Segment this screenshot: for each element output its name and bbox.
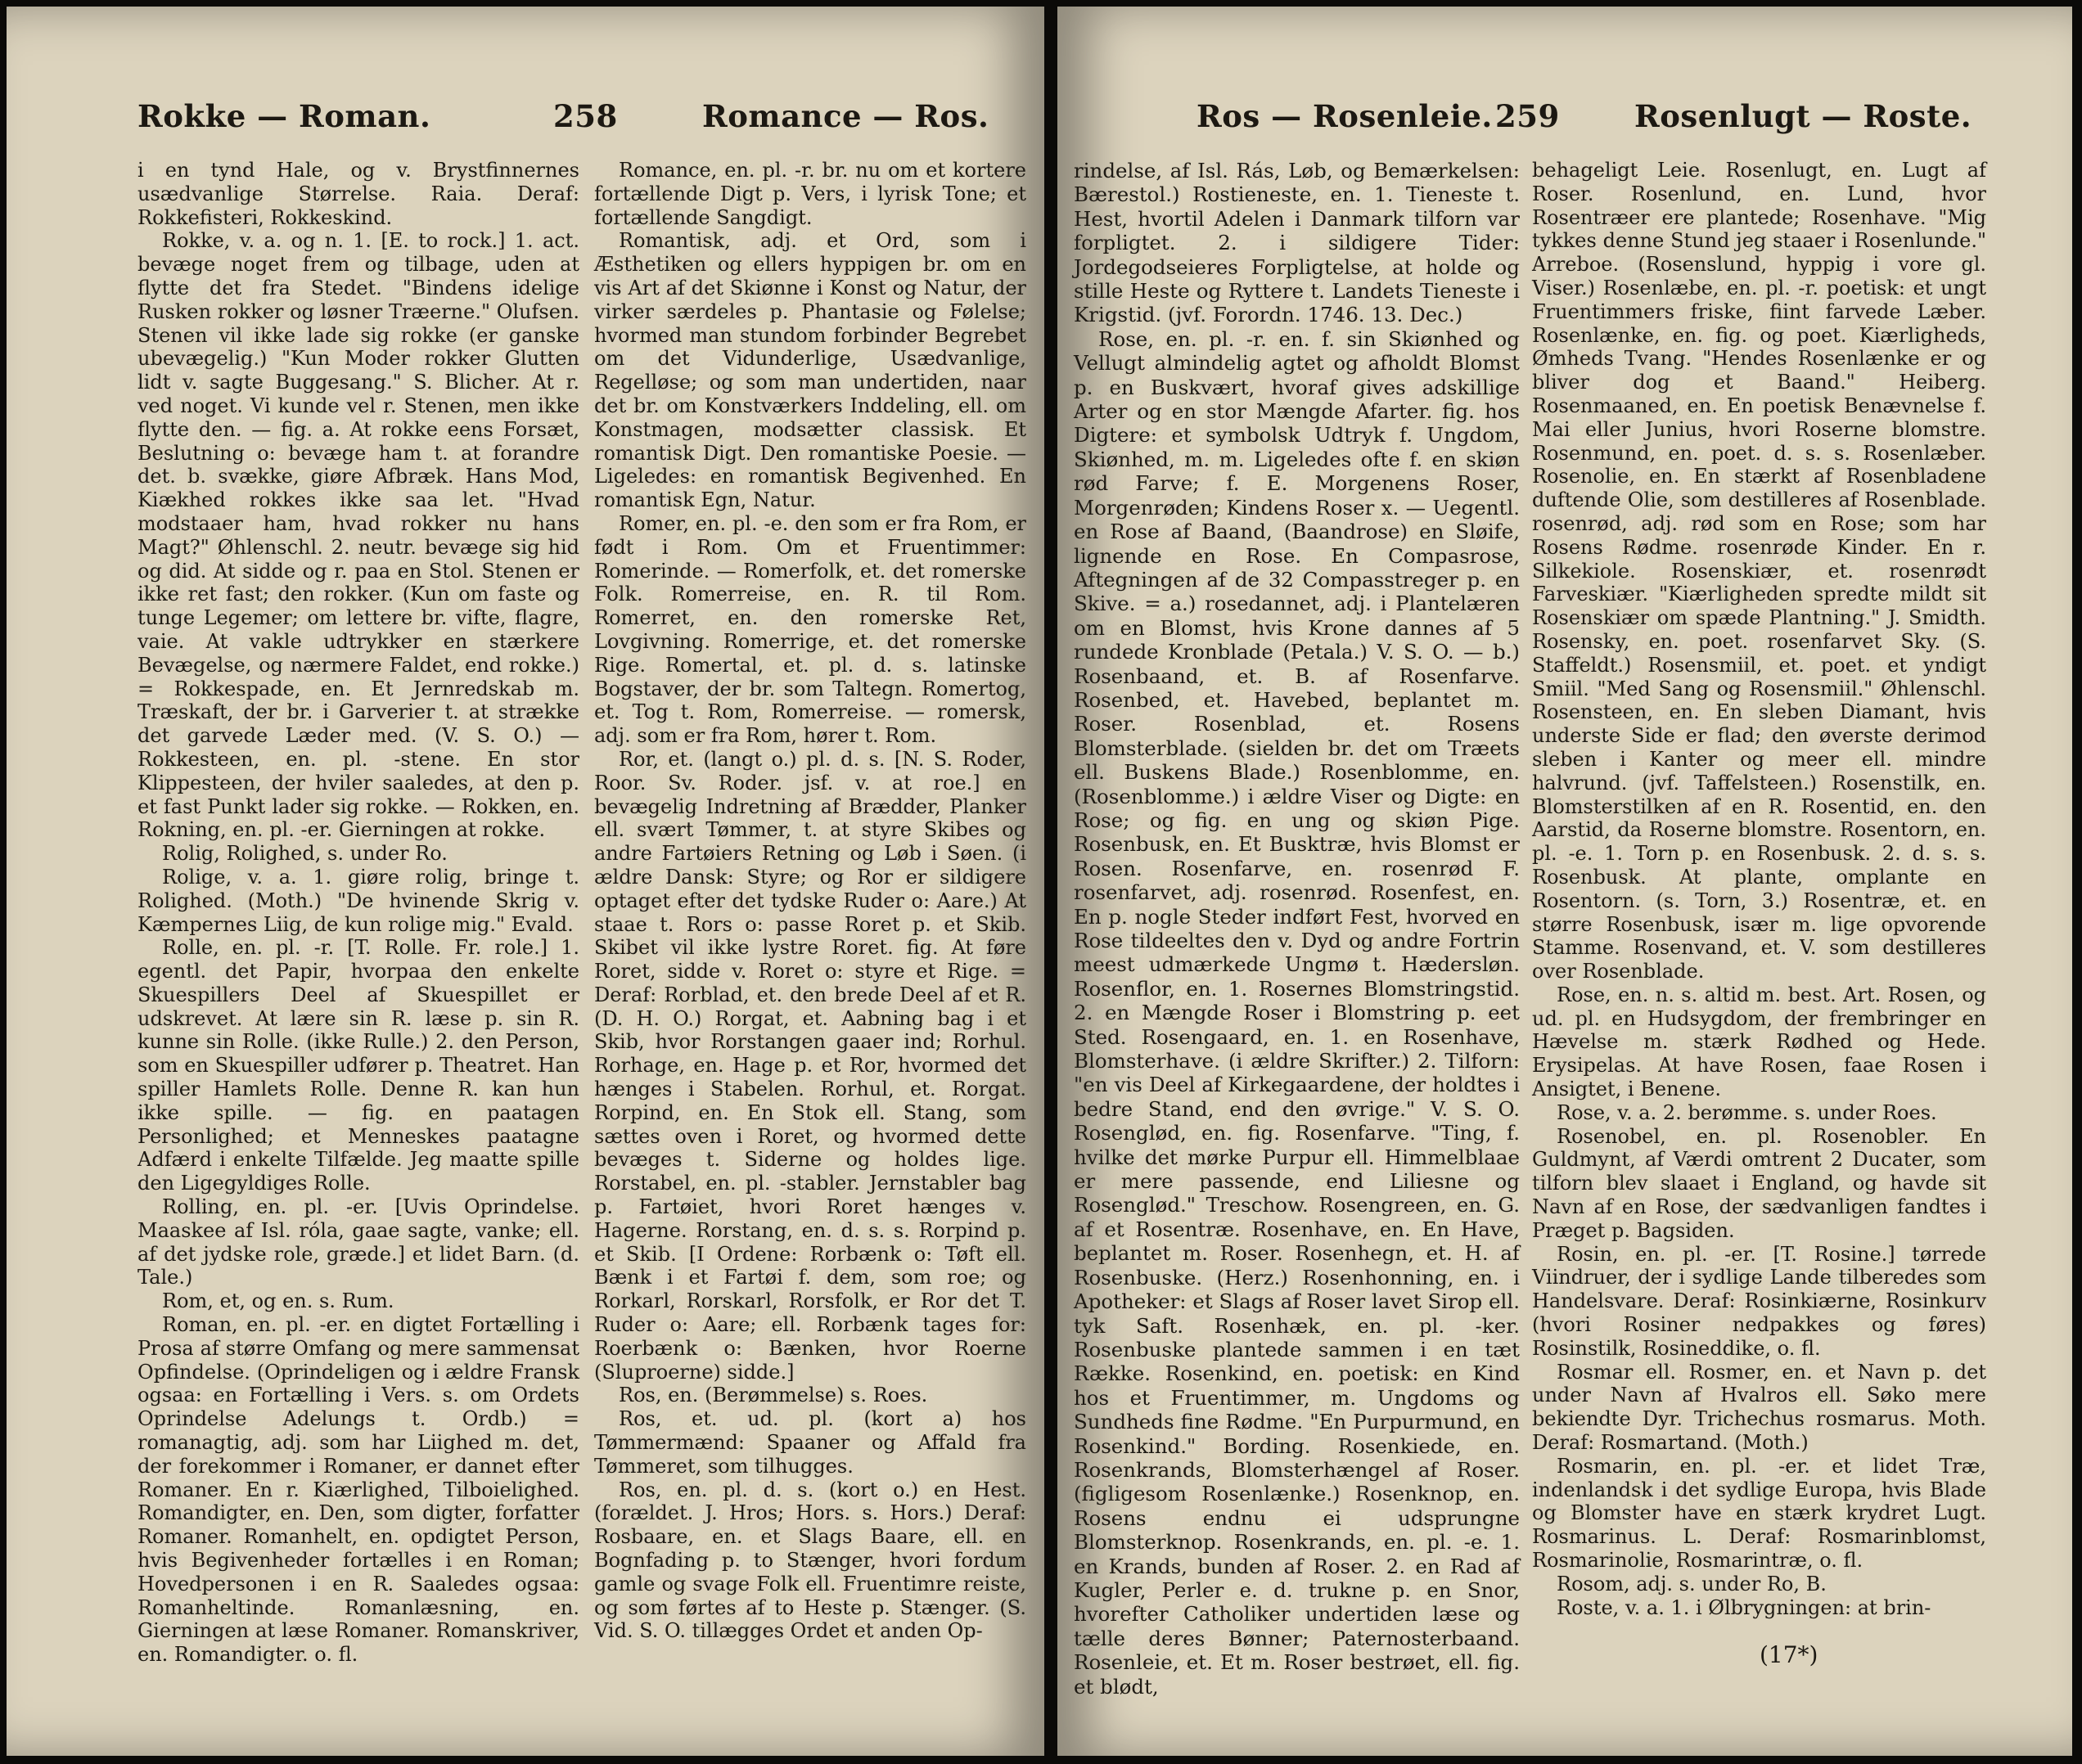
dictionary-entry: behageligt Leie. Rosenlugt, en. Lugt af Roser. Rosenlund, en. Lund, hvor Rosentræer ere plantede; Rosenhave. "Mig tykkes denne Stund jeg staaer i Rosenlunde." Arreboe. (Rosenslund, hyppig i vore gl. Viser.) Rosenlæbe, en. pl. -r. poetisk: et ungt Fruentimmers friske, fiint farvede Læber. Rosenlænke, en. fig. og poet. Kiærligheds, Ømheds Tvang. "Hendes Rosenlænke er og bliver dog et Baand." Heiberg. Rosenmaaned, en. En poetisk Benævnelse f. Mai eller Junius, hvori Roserne blomstre. Rosenmund, en. poet. d. s. s. Rosenlæber. Rosenolie, en. En stærkt af Rosenbladene duftende Olie, som destilleres af Rosenblade. rosenrød, adj. rød som en Rose; som har Rosens Rødme. rosenrøde Kinder. En r. Silkekiole. Rosenskiær, et. rosenrødt Farveskiær. "Kiærligheden spredte mildt sit Rosenskiær om spæde Plantning." J. Smidth. Rosensky, en. poet. rosenfarvet Sky. (S. Staffeldt.) Rosensmiil, et. poet. et yndigt Smiil. "Med Sang og Rosensmiil." Øhlenschl. Rosensteen, en. En sleben Diamant, hvis underste Side er flad; den øverste derimod sleben i Kanter og meer ell. mindre halvrund. (jvf. Taffelsteen.) Rosenstilk, en. Blomsterstilken af en R. Rosentid, en. den Aarstid, da Roserne blomstre. Rosentorn, en. pl. -e. 1. Torn p. en Rosenbusk. 2. d. s. s. Rosenbusk. At plante, omplante en Rosentorn. (s. Torn, 3.) Rosentræ, et. en større Rosenbusk, især m. lige opvorende Stamme. Rosenvand, et. V. som destilleres over Rosenblade. xyxy=(1532,159,1986,983)
dictionary-entry: Rolling, en. pl. -er. [Uvis Oprindelse. Maaskee af Isl. róla, gaae sagte, vanke; ell. af det jydske role, græde.] et lidet Barn. (d. Tale.) xyxy=(137,1195,579,1289)
left-page-column-2 xyxy=(594,159,1026,1643)
dictionary-entry: Romer, en. pl. -e. den som er fra Rom, er født i Rom. Om et Fruentimmer: Romerinde. — Romerfolk, et. det romerske Folk. Romerreise, en. R. til Rom. Romerret, en. den romerske Ret, Lovgivning. Romerrige, et. det romerske Rige. Romertal, et. pl. d. s. latinske Bogstaver, der br. som Taltegn. Romertog, et. Tog t. Rom, Romerreise. — romersk, adj. som er fra Rom, hører t. Rom. xyxy=(594,511,1026,748)
dictionary-entry: i en tynd Hale, og v. Brystfinnernes usædvanlige Størrelse. Raia. Deraf: Rokkefisteri, Rokkeskind. xyxy=(137,159,579,229)
dictionary-entry: Rolle, en. pl. -r. [T. Rolle. Fr. role.] 1. egentl. det Papir, hvorpaa den enkelte Skuespillers Deel af Skuespillet er udskrevet. At lære sin R. læse p. sin R. kunne sin Rolle. (ikke Rulle.) 2. den Person, som en Skuespiller udfører p. Theatret. Han spiller Hamlets Rolle. Denne R. kan hun ikke spille. — fig. en paatagen Personlighed; et Menneskes paatagne Adfærd i enkelte Tilfælde. Jeg maatte spille den Ligegyldiges Rolle. xyxy=(137,936,579,1195)
dictionary-entry: Rosmar ell. Rosmer, en. et Navn p. det under Navn af Hvalros ell. Søko mere bekiendte Dyr. Trichechus rosmarus. Moth. Deraf: Rosmartand. (Moth.) xyxy=(1532,1360,1986,1455)
dictionary-entry: Romantisk, adj. et Ord, som i Æsthetiken og ellers hyppigen br. om en vis Art af det Skiønne i Konst og Natur, der virker særdeles p. Phantasie og Følelse; hvormed man stundom forbinder Begrebet om det Vidunderlige, Usædvanlige, Regelløse; og som man undertiden, naar det br. om Konstværkers Inddeling, ell. om Konstmagen, modsætter classisk. Et romantisk Digt. Den romantiske Poesie. — Ligeledes: en romantisk Begivenhed. En romantisk Egn, Natur. xyxy=(594,229,1026,512)
right-header-left: Ros — Rosenleie. xyxy=(1196,98,1493,134)
dictionary-entry: Ros, en. (Berømmelse) s. Roes. xyxy=(619,1384,928,1407)
dictionary-entry: Roman, en. pl. -er. en digtet Fortælling i Prosa af større Omfang og mere sammensat Opfindelse. (Oprindeligen og i ældre Fransk ogsaa: en Fortælling i Vers. s. om Ordets Oprindelse Adelungs t. Ordb.) = romanagtig, adj. som har Liighed m. det, der forekommer i Romaner, er dannet efter Romaner. En r. Kiærlighed, Tilboielighed. Romandigter, en. Den, som digter, forfatter Romaner. Romanhelt, en. opdigtet Person, hvis Begivenheder fortælles i en Roman; Hovedpersonen i en R. Saaledes ogsaa: Romanheltinde. Romanlæsning, en. Gierningen at læse Romaner. Romanskriver, en. Romandigter. o. fl. xyxy=(137,1313,579,1667)
dictionary-entry: Rose, v. a. 2. berømme. s. under Roes. xyxy=(1557,1100,1937,1124)
right-page-column-2 xyxy=(1532,159,1986,1619)
dictionary-entry: Rose, en. pl. -r. en. f. sin Skiønhed og Vellugt almindelig agtet og afholdt Blomst p. en Buskvært, hvoraf gives adskillige Arter og en stor Mængde Afarter. fig. hos Digtere: et symbolsk Udtryk f. Ungdom, Skiønhed, m. m. Ligeledes ofte f. en skiøn rød Farve; f. E. Morgenens Roser, Morgenrøden; Kindens Roser x. — Uegentl. en Rose af Baand, (Baandrose) en Sløife, lignende en Rose. En Compasrose, Aftegningen af de 32 Compasstreger p. en Skive. = a.) rosedannet, adj. i Plantelæren om en Blomst, hvis Krone dannes af 5 rundede Kronblade (Petala.) V. S. O. — b.) Rosenbaand, et. B. af Rosenfarve. Rosenbed, et. Havebed, beplantet m. Roser. Rosenblad, et. Rosens Blomsterblade. (sielden br. det om Træets ell. Buskens Blade.) Rosenblomme, en. (Rosenblomme.) i ældre Viser og Digte: en Rose; og fig. en ung og skiøn Pige. Rosenbusk, en. Et Busktræ, hvis Blomst er Rosen. Rosenfarve, en. rosenrød F. rosenfarvet, adj. rosenrød. Rosenfest, en. En p. nogle Steder indført Fest, hvorved en Rose tildeeltes den v. Dyd og andre Fortrin meest udmærkede Ungmø t. Hædersløn. Rosenflor, en. 1. Rosernes Blomstringstid. 2. en Mængde Roser i Blomstring p. eet Sted. Rosengaard, en. 1. en Rosenhave, Blomsterhave. (i ældre Skrifter.) 2. Tilforn: "en vis Deel af Kirkegaardene, der holdtes i bedre Stand, end den øvrige." V. S. O. Rosenglød, en. fig. Rosenfarve. "Ting, f. hvilke det mørke Purpur ell. Himmelblaae er mere passende, end Liliesne og Rosenglød." Treschow. Rosengreen, en. G. af et Rosentræ. Rosenhave, en. En Have, beplantet m. Roser. Rosenhegn, et. H. af Rosenbuske. (Herz.) Rosenhonning, en. i Apotheker: et Slags af Roser lavet Sirop ell. tyk Saft. Rosenhæk, en. pl. -ker. Rosenbuske plantede sammen i en tæt Række. Rosenkind, en. poetisk: en Kind hos et Fruentimmer, m. Ungdoms og Sundheds fine Rødme. "En Purpurmund, en Rosenkind." Bording. Rosenkiede, en. Rosenkrands, Blomsterhængel af Roser. (figligesom Rosenlænke.) Rosenknop, en. Rosens endnu ei udsprungne Blomsterknop. Rosenkrands, en. pl. -e. 1. en Krands, bunden af Roser. 2. en Rad af Kugler, Perler e. d. trukne p. en Snor, hvorefter Catholiker undertiden læse og tælle deres Bønner; Paternosterbaand. Rosenleie, et. Et m. Roser bestrøet, ell. fig. et blødt, xyxy=(1074,326,1520,1699)
dictionary-entry: Rolige, v. a. 1. giøre rolig, bringe t. Rolighed. (Moth.) "De hvinende Skrig v. Kæmpernes Liig, de kun rolige mig." Evald. xyxy=(137,865,579,936)
dictionary-entry: Ror, et. (langt o.) pl. d. s. [N. S. Roder, Roor. Sv. Roder. jsf. v. at roe.] en bevægelig Indretning af Brædder, Planker ell. svært Tømmer, t. at styre Skibes og andre Fartøiers Retning og Løb i Søen. (i ældre Dansk: Styre; og Ror er sildigere optaget efter det tydske Ruder o: Aare.) At staae t. Rors o: passe Roret p. et Skib. Skibet vil ikke lystre Roret. fig. At føre Roret, sidde v. Roret o: styre et Rige. = Deraf: Rorblad, et. den brede Deel af et R. (D. H. O.) Rorgat, et. Aabning bag i et Skib, hvor Rorstangen gaaer ind; Rorhul. Rorhage, en. Hage p. et Ror, hvormed det hænges i Stabelen. Rorhul, et. Rorgat. Rorpind, en. En Stok ell. Stang, som sættes oven i Roret, og hvormed dette bevæges t. Siderne og holdes lige. Rorstabel, en. pl. -stabler. Jernstabler bag p. Fartøiet, hvori Roret hænges v. Hagerne. Rorstang, en. d. s. s. Rorpind p. et Skib. [I Ordene: Rorbænk o: Tøft ell. Bænk i et Fartøi f. dem, som roe; og Rorkarl, Rorskarl, Rorsfolk, er Ror det T. Ruder o: Aare; ell. Rorbænk tages for: Roerbænk o: Bænken, hvor Roerne (Sluproerne) sidde.] xyxy=(594,747,1026,1384)
dictionary-entry: rindelse, af Isl. Rás, Løb, og Bemærkelsen: Bærestol.) Rostieneste, en. 1. Tieneste t. Hest, hvortil Adelen i Danmark tilforn var forpligtet. 2. i sildigere Tider: Jordegodseieres Forpligtelse, at holde og stille Heste og Ryttere t. Landets Tieneste i Krigstid. (jvf. Forordn. 1746. 13. Dec.) xyxy=(1074,159,1520,327)
dictionary-entry: Rom, et, og en. s. Rum. xyxy=(162,1289,394,1313)
dictionary-entry: Roste, v. a. 1. i Ølbrygningen: at brin- xyxy=(1557,1595,1931,1619)
dictionary-entry: Rosom, adj. s. under Ro, B. xyxy=(1557,1572,1827,1595)
right-page-number: 259 xyxy=(1495,98,1560,134)
dictionary-entry: Rolig, Rolighed, s. under Ro. xyxy=(162,842,448,866)
dictionary-entry: Rose, en. n. s. altid m. best. Art. Rosen, og ud. pl. en Hudsygdom, der frembringer en Hævelse m. stærk Rødhed og Hede. Erysipelas. At have Rosen, faae Rosen i Ansigtet, i Benene. xyxy=(1532,983,1986,1101)
dictionary-entry: Rosenobel, en. pl. Rosenobler. En Guldmynt, af Værdi omtrent 2 Ducater, som tilforn blev slaaet i England, og havde sit Navn af en Rose, der sædvanligen fandtes i Præget p. Bagsiden. xyxy=(1532,1124,1986,1242)
dictionary-entry: Rokke, v. a. og n. 1. [E. to rock.] 1. act. bevæge noget frem og tilbage, uden at flytte det fra Stedet. "Bindens idelige Rusken rokker og løsner Træerne." Olufsen. Stenen vil ikke lade sig rokke (er ganske ubevægelig.) "Kun Moder rokker Glutten lidt v. sagte Buggesang." S. Blicher. At r. ved noget. Vi kunde vel r. Stenen, men ikke flytte den. — fig. a. At rokke eens Forsæt, Beslutning o: bevæge ham t. at forandre det. b. svække, giøre Afbræk. Hans Mod, Kiækhed rokkes ikke saa let. "Hvad modstaaer ham, hvad rokker nu hans Magt?" Øhlenschl. 2. neutr. bevæge sig hid og did. At sidde og r. paa en Stol. Stenen er ikke ret fast; den rokker. (Kun om faste og tunge Legemer; om lettere br. vifte, flagre, vaie. At vakle udtrykker en stærkere Bevægelse, og nærmere Faldet, end rokke.) = Rokkespade, en. Et Jernredskab m. Træskaft, der br. i Garverier t. at strække det garvede Læder med. (V. S. O.) — Rokkesteen, en. pl. -stene. En stor Klippesteen, der hviler saaledes, at den p. et fast Punkt lader sig rokke. — Rokken, en. Rokning, en. pl. -er. Gierningen at rokke. xyxy=(137,229,579,842)
dictionary-entry: Ros, et. ud. pl. (kort a) hos Tømmermænd: Spaaner og Affald fra Tømmeret, som tilhugges. xyxy=(594,1407,1026,1478)
right-page-column-1 xyxy=(1074,159,1520,1699)
left-page-number: 258 xyxy=(553,98,618,134)
right-header-right: Rosenlugt — Roste. xyxy=(1634,98,1972,134)
signature-mark: (17*) xyxy=(1760,1641,1818,1668)
left-header-left: Rokke — Roman. xyxy=(137,98,431,134)
left-page-column-1 xyxy=(137,159,579,1667)
dictionary-entry: Romance, en. pl. -r. br. nu om et kortere fortællende Digt p. Vers, i lyrisk Tone; et fortællende Sangdigt. xyxy=(594,159,1026,229)
dictionary-entry: Rosin, en. pl. -er. [T. Rosine.] tørrede Viindruer, der i sydlige Lande tilberedes som Handelsvare. Deraf: Rosinkiærne, Rosinkurv (hvori Rosiner nedpakkes og føres) Rosinstilk, Rosineddike, o. fl. xyxy=(1532,1242,1986,1360)
dictionary-entry: Rosmarin, en. pl. -er. et lidet Træ, indenlandsk i det sydlige Europa, hvis Blade og Blomster have en stærk krydret Lugt. Rosmarinus. L. Deraf: Rosmarinblomst, Rosmarinolie, Rosmarintræ, o. fl. xyxy=(1532,1454,1986,1573)
left-page xyxy=(7,7,1044,1756)
left-header-right: Romance — Ros. xyxy=(702,98,989,134)
right-page xyxy=(1057,7,2072,1756)
dictionary-entry: Ros, en. pl. d. s. (kort o.) en Hest. (forældet. J. Hros; Hors. s. Hors.) Deraf: Rosbaare, en. et Slags Baare, ell. en Bognfading p. to Stænger, hvori fordum gamle og svage Folk ell. Fruentimre reiste, og som førtes af to Heste p. Stænger. (S. Vid. S. O. tillægges Ordet et anden Op- xyxy=(594,1478,1026,1643)
